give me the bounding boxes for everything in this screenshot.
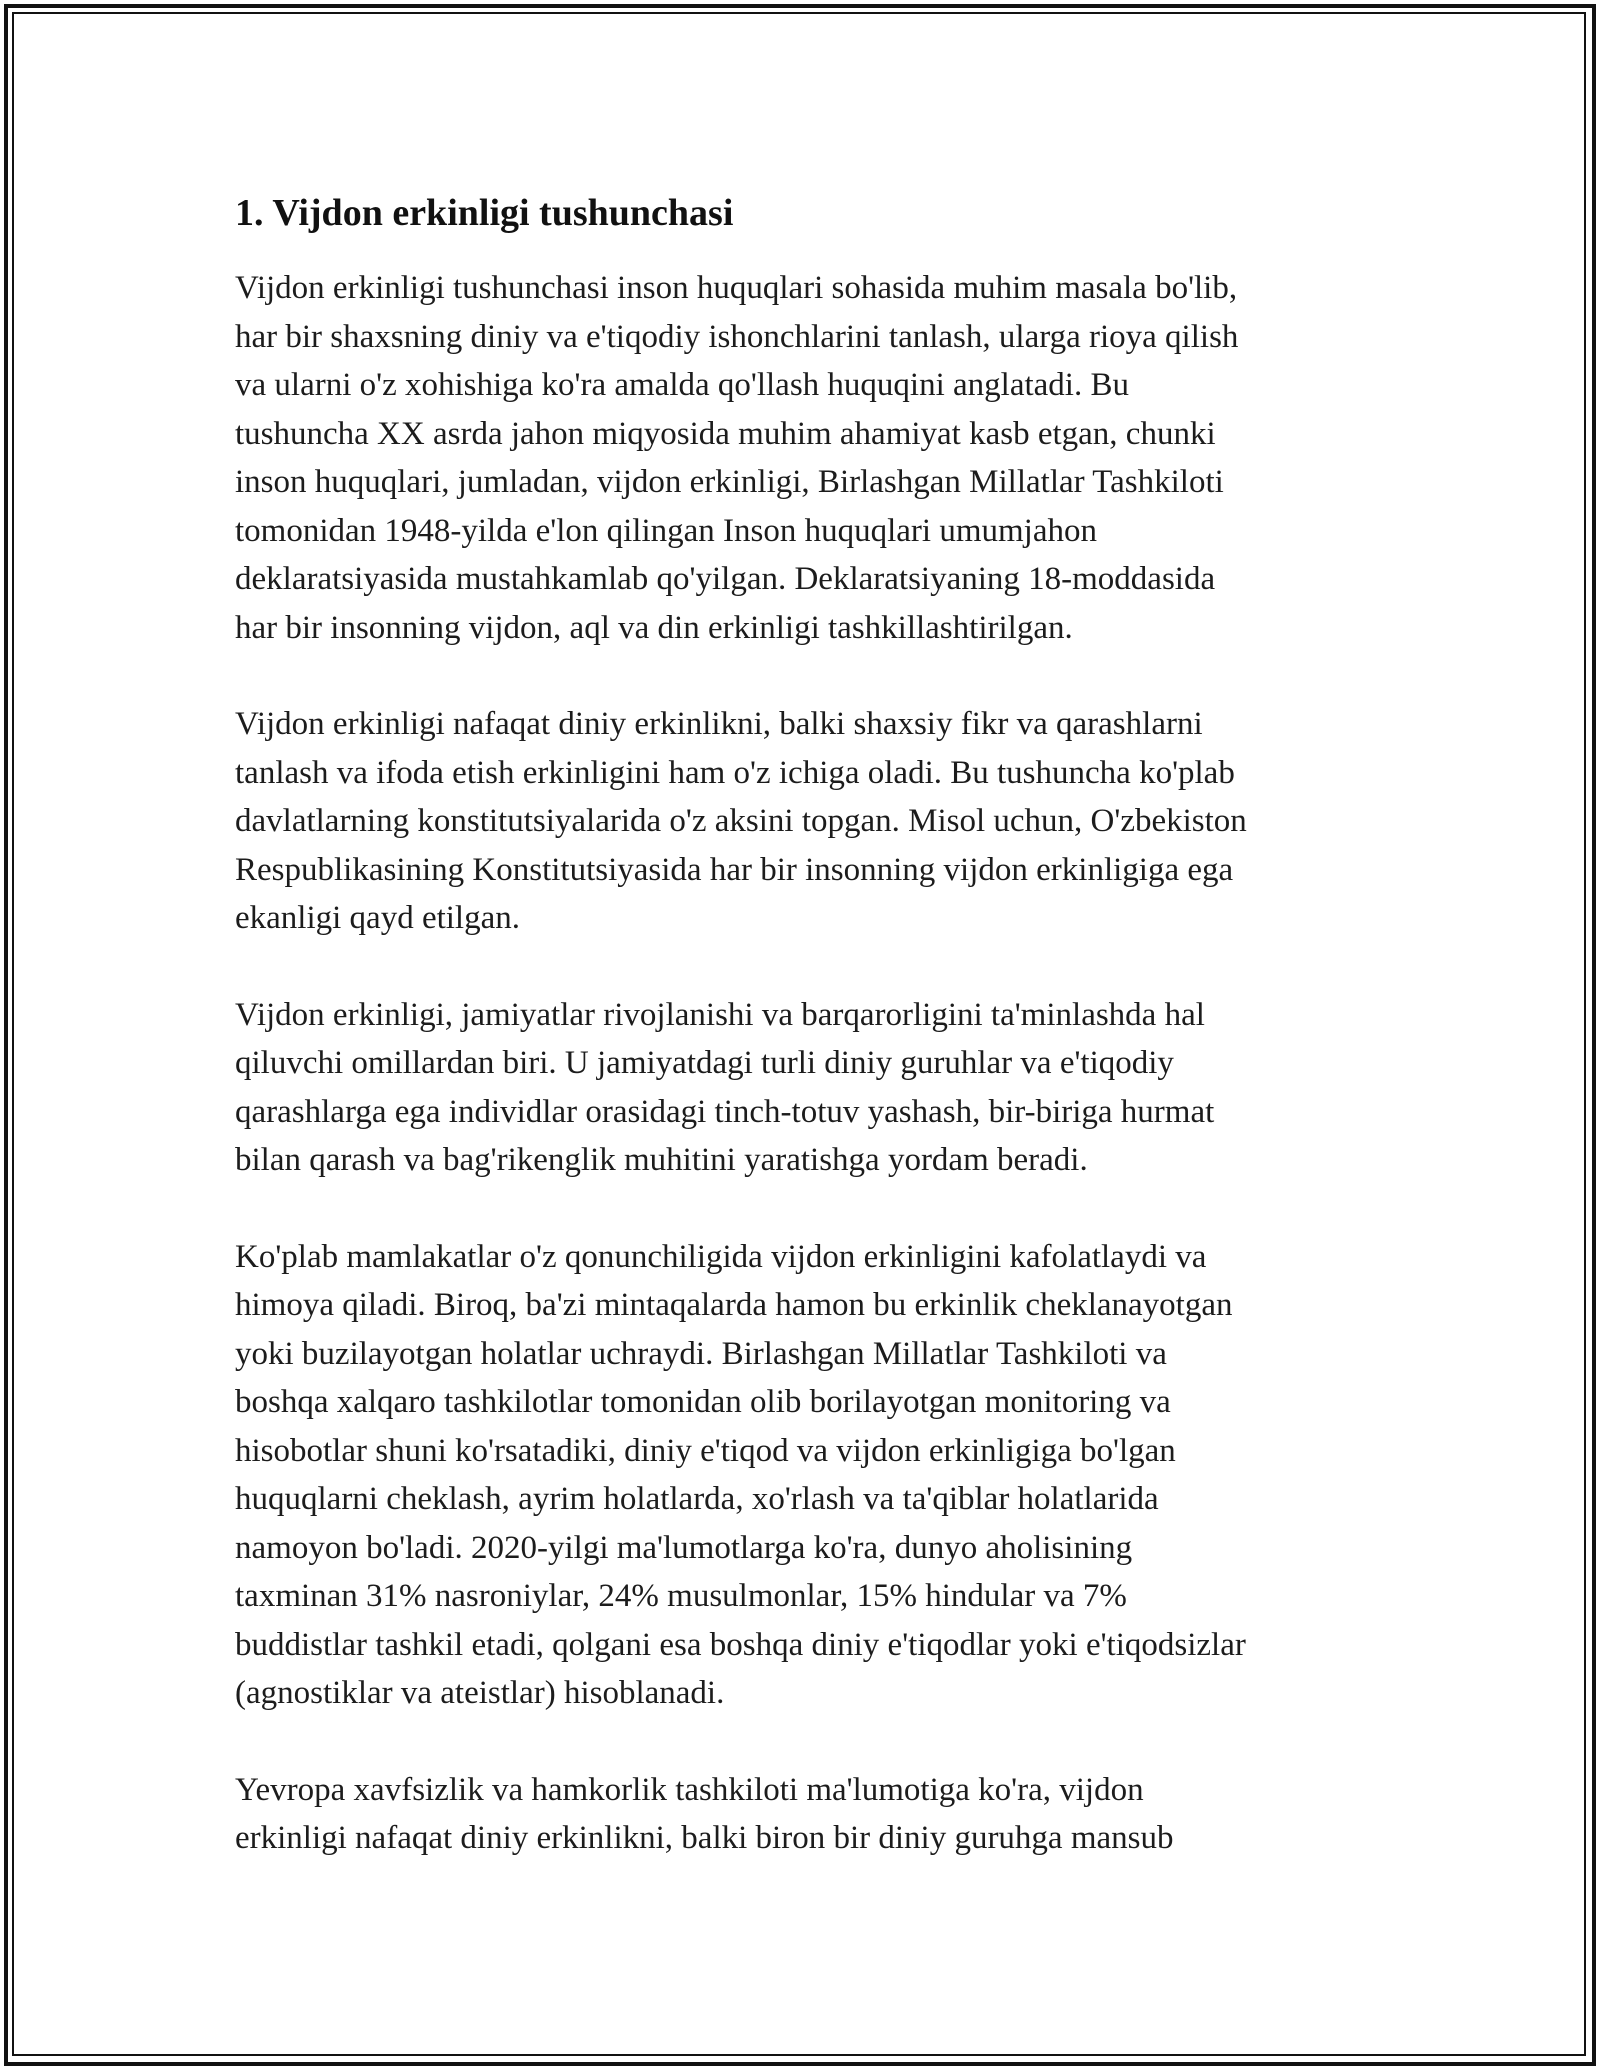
paragraph-list: [235, 264, 1375, 1863]
text-line: bilan qarash va bag'rikenglik muhitini yaratishga yordam beradi.: [235, 1142, 1088, 1178]
text-line: erkinligi nafaqat diniy erkinlikni, balki biron bir diniy guruhga mansub: [235, 1820, 1174, 1856]
body-paragraph: [235, 1233, 1375, 1718]
body-paragraph: [235, 991, 1375, 1185]
text-line: qiluvchi omillardan biri. U jamiyatdagi turli diniy guruhlar va e'tiqodiy: [235, 1045, 1174, 1081]
text-line: himoya qiladi. Biroq, ba'zi mintaqalarda hamon bu erkinlik cheklanayotgan: [235, 1287, 1233, 1323]
text-line: har bir shaxsning diniy va e'tiqodiy ishonchlarini tanlash, ularga rioya qilish: [235, 318, 1239, 355]
text-line: qarashlarga ega individlar orasidagi tinch-totuv yashash, bir-biriga hurmat: [235, 1093, 1215, 1130]
body-paragraph: [235, 1766, 1375, 1863]
text-line: boshqa xalqaro tashkilotlar tomonidan olib borilayotgan monitoring va: [235, 1384, 1171, 1420]
text-line: har bir insonning vijdon, aql va din erkinligi tashkillashtirilgan.: [235, 609, 1073, 646]
text-line: huquqlarni cheklash, ayrim holatlarda, xo'rlash va ta'qiblar holatlarida: [235, 1481, 1159, 1517]
text-line: hisobotlar shuni ko'rsatadiki, diniy e'tiqod va vijdon erkinligiga bo'lgan: [235, 1432, 1176, 1469]
text-line: namoyon bo'ladi. 2020-yilgi ma'lumotlarga ko'ra, dunyo aholisining: [235, 1529, 1133, 1566]
text-line: taxminan 31% nasroniylar, 24% musulmonlar, 15% hindular va 7%: [235, 1578, 1127, 1614]
text-line: tushuncha XX asrda jahon miqyosida muhim ahamiyat kasb etgan, chunki: [235, 415, 1216, 452]
text-line: Yevropa xavfsizlik va hamkorlik tashkiloti ma'lumotiga ko'ra, vijdon: [235, 1771, 1144, 1808]
body-paragraph: [235, 700, 1375, 943]
text-line: Vijdon erkinligi nafaqat diniy erkinlikni, balki shaxsiy fikr va qarashlarni: [235, 706, 1203, 742]
text-line: inson huquqlari, jumladan, vijdon erkinligi, Birlashgan Millatlar Tashkiloti: [235, 464, 1224, 500]
text-line: deklaratsiyasida mustahkamlab qo'yilgan. Deklaratsiyaning 18-moddasida: [235, 561, 1216, 597]
text-line: (agnostiklar va ateistlar) hisoblanadi.: [235, 1675, 725, 1711]
text-line: buddistlar tashkil etadi, qolgani esa boshqa diniy e'tiqodlar yoki e'tiqodsizlar: [235, 1626, 1246, 1663]
text-line: Vijdon erkinligi tushunchasi inson huquqlari sohasida muhim masala bo'lib,: [235, 270, 1238, 306]
text-line: Ko'plab mamlakatlar o'z qonunchiligida vijdon erkinligini kafolatlaydi va: [235, 1238, 1207, 1275]
text-line: va ularni o'z xohishiga ko'ra amalda qo'llash huquqini anglatadi. Bu: [235, 367, 1129, 403]
text-line: ekanligi qayd etilgan.: [235, 900, 520, 936]
text-line: tanlash va ifoda etish erkinligini ham o'z ichiga oladi. Bu tushuncha ko'plab: [235, 754, 1235, 791]
text-line: Respublikasining Konstitutsiyasida har bir insonning vijdon erkinligiga ega: [235, 851, 1234, 888]
text-line: Vijdon erkinligi, jamiyatlar rivojlanishi va barqarorligini ta'minlashda hal: [235, 996, 1205, 1033]
body-paragraph: [235, 264, 1375, 652]
section-heading: 1. Vijdon erkinligi tushunchasi: [235, 192, 734, 234]
text-line: davlatlarning konstitutsiyalarida o'z aksini topgan. Misol uchun, O'zbekiston: [235, 803, 1247, 839]
text-line: yoki buzilayotgan holatlar uchraydi. Birlashgan Millatlar Tashkiloti va: [235, 1335, 1167, 1372]
text-line: tomonidan 1948-yilda e'lon qilingan Inson huquqlari umumjahon: [235, 512, 1097, 549]
document-body: [235, 188, 1375, 1911]
